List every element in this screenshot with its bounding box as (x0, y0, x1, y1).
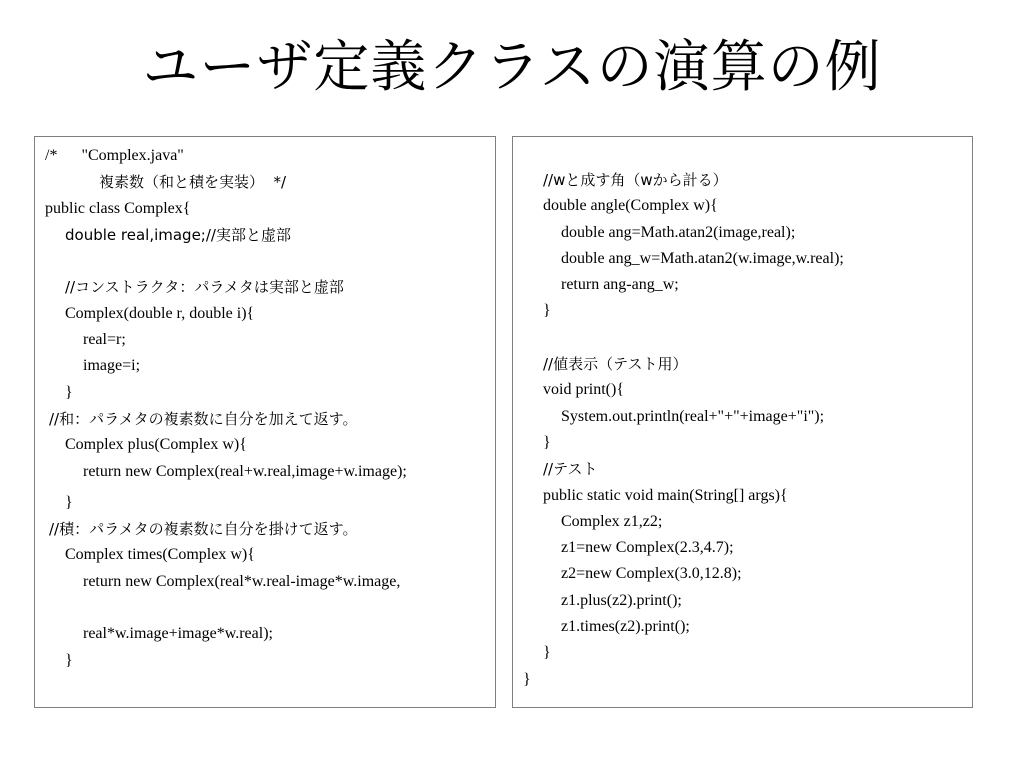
code-line: real=r; (83, 331, 126, 349)
code-line: z1.plus(z2).print(); (561, 591, 682, 609)
code-line: //積：パラメタの複素数に自分を掛けて返す。 (49, 520, 358, 539)
code-line: z1.times(z2).print(); (561, 618, 690, 636)
code-line: z2=new Complex(3.0,12.8); (561, 565, 742, 583)
code-line: } (65, 493, 73, 511)
code-line: void print(){ (543, 381, 624, 399)
code-line: double real,image;//実部と虚部 (65, 225, 291, 244)
code-line: Complex times(Complex w){ (65, 546, 255, 564)
blank-line (513, 325, 972, 351)
code-line: double ang_w=Math.atan2(w.image,w.real); (561, 249, 844, 267)
code-line: image=i; (83, 357, 141, 375)
code-line: //値表示（テスト用） (543, 355, 688, 374)
code-line: } (543, 302, 551, 320)
slide-title: ユーザ定義クラスの演算の例 (142, 35, 882, 100)
code-panel-right (512, 136, 973, 708)
blank-line (35, 248, 495, 274)
code-line: //テスト (543, 460, 598, 479)
code-panel-left (34, 136, 496, 708)
code-line: } (543, 433, 551, 451)
code-line: Complex(double r, double i){ (65, 304, 255, 322)
code-line: z1=new Complex(2.3,4.7); (561, 539, 734, 557)
code-line: return ang-ang_w; (561, 276, 679, 294)
code-lines-left (35, 143, 495, 674)
code-line: } (543, 644, 551, 662)
code-line: //コンストラクタ：パラメタは実部と虚部 (65, 278, 344, 297)
code-line: public static void main(String[] args){ (543, 486, 788, 504)
code-line: } (65, 651, 73, 669)
code-line: real*w.image+image*w.real); (83, 625, 273, 643)
code-line: System.out.println(real+"+"+image+"i"); (561, 407, 825, 425)
code-line: //和：パラメタの複素数に自分を加えて返す。 (49, 409, 358, 428)
code-line: Complex z1,z2; (561, 512, 663, 530)
code-line: /* "Complex.java" (45, 147, 184, 164)
code-line: double angle(Complex w){ (543, 197, 718, 215)
code-line: Complex plus(Complex w){ (65, 436, 247, 454)
code-line: return new Complex(real*w.real-image*w.image, (83, 572, 401, 590)
code-line: } (65, 383, 73, 401)
code-line: 複素数（和と積を実装） */ (99, 173, 287, 192)
blank-line (35, 595, 495, 621)
code-line: return new Complex(real+w.real,image+w.image); (83, 462, 407, 480)
code-line: } (523, 670, 531, 688)
code-line: //wと成す角（wから計る） (543, 171, 728, 189)
code-line: double ang=Math.atan2(image,real); (561, 223, 796, 241)
code-lines-right (513, 167, 972, 693)
code-line: public class Complex{ (45, 199, 191, 217)
